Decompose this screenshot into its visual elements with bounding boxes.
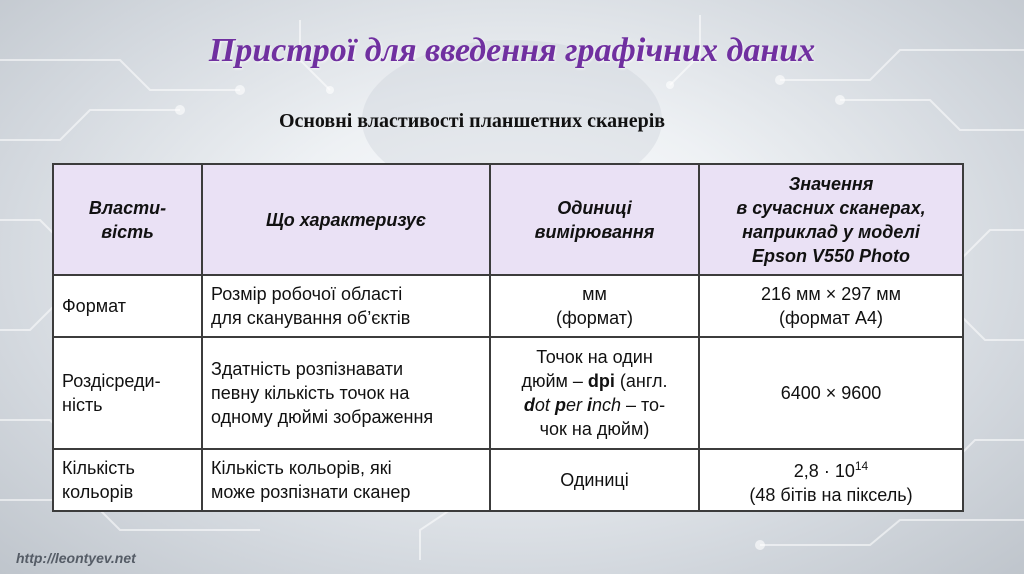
header-property: Власти- вість: [53, 164, 202, 275]
table-row: [53, 449, 963, 511]
scanner-properties-table: [52, 163, 964, 512]
cell-property: Роздісреди- ність: [53, 337, 202, 449]
table-header-row: [53, 164, 963, 275]
header-describes: Що характеризує: [202, 164, 490, 275]
cell-describes: Кількість кольорів, які може розпізнати сканер: [202, 449, 490, 511]
cell-describes: Розмір робочої області для сканування об’єктів: [202, 275, 490, 337]
cell-property: Кількість кольорів: [53, 449, 202, 511]
cell-property: Формат: [53, 275, 202, 337]
table-caption: Основні властивості планшетних сканерів: [278, 110, 666, 132]
cell-value: 216 мм × 297 мм (формат А4): [699, 275, 963, 337]
cell-value: 6400 × 9600: [699, 337, 963, 449]
cell-value: $2,8 \cdot 10^{14}$ (48 бітів на піксель): [699, 449, 963, 511]
cell-units: Одиниці: [490, 449, 699, 511]
header-units: Одиниці вимірювання: [490, 164, 699, 275]
cell-units: Точок на один дюйм – dpi (англ. dot per inch – то- чок на дюйм): [490, 337, 699, 449]
footer-url[interactable]: http://leontyev.net: [16, 550, 136, 566]
table-row: [53, 275, 963, 337]
cell-describes: Здатність розпізнавати певну кількість точок на одному дюймі зображення: [202, 337, 490, 449]
cell-units: мм (формат): [490, 275, 699, 337]
table-row: [53, 337, 963, 449]
slide-title: Пристрої для введення графічних даних: [208, 32, 816, 69]
header-value: Значення в сучасних сканерах, наприклад у моделі Epson V550 Photo: [699, 164, 963, 275]
